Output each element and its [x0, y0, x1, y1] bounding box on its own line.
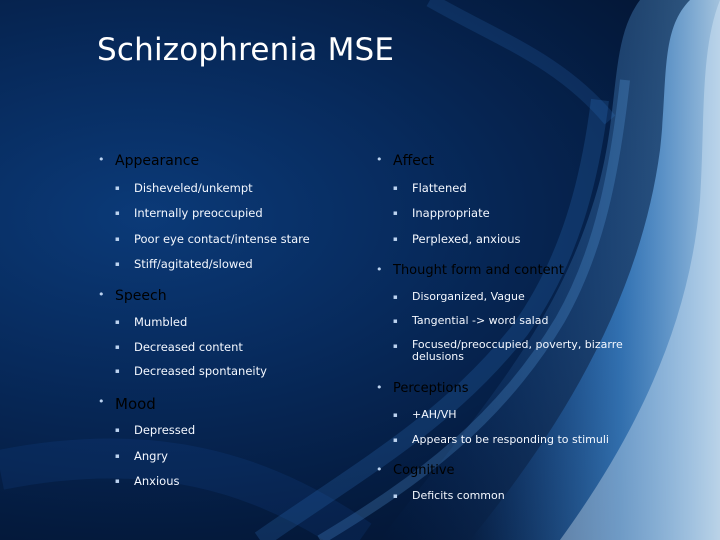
slide-title: Schizophrenia MSE — [97, 32, 395, 68]
speech-item: ▪ Decreased spontaneity — [134, 364, 267, 378]
perceptions-item: ▪ +AH/VH — [412, 408, 457, 421]
mood-item: ▪ Depressed — [134, 423, 195, 437]
affect-item: ▪ Flattened — [412, 181, 467, 195]
appearance-item: ▪ Stiff/agitated/slowed — [134, 257, 253, 271]
perceptions-heading: • Perceptions — [393, 381, 469, 396]
thought-item: ▪ Focused/preoccupied, poverty, bizarre delusions — [412, 339, 627, 363]
mood-heading: • Mood — [115, 395, 156, 413]
mood-item: ▪ Anxious — [134, 474, 179, 488]
thought-item: ▪ Disorganized, Vague — [412, 290, 525, 303]
affect-heading: • Affect — [393, 153, 434, 169]
cognitive-heading: • Cognitive — [393, 463, 455, 478]
affect-item: ▪ Perplexed, anxious — [412, 232, 521, 246]
appearance-item: ▪ Poor eye contact/intense stare — [134, 232, 310, 246]
speech-item: ▪ Mumbled — [134, 315, 187, 329]
affect-item: ▪ Inappropriate — [412, 206, 490, 220]
thought-item: ▪ Tangential -> word salad — [412, 314, 548, 327]
appearance-heading: • Appearance — [115, 153, 199, 169]
speech-item: ▪ Decreased content — [134, 340, 243, 354]
cognitive-item: ▪ Deficits common — [412, 489, 505, 502]
appearance-item: ▪ Disheveled/unkempt — [134, 181, 253, 195]
speech-heading: • Speech — [115, 288, 167, 304]
perceptions-item: ▪ Appears to be responding to stimuli — [412, 433, 609, 446]
mood-item: ▪ Angry — [134, 449, 168, 463]
thought-heading: • Thought form and content — [393, 263, 564, 278]
appearance-item: ▪ Internally preoccupied — [134, 206, 263, 220]
